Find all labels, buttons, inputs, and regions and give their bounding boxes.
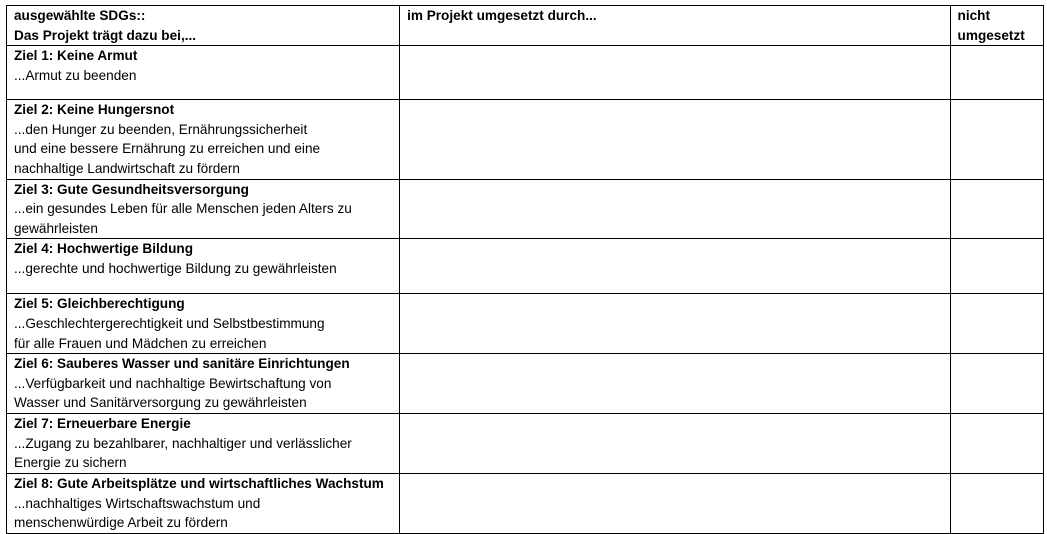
implemented-cell[interactable] [400,474,950,534]
goal-description-line: ...Armut zu beenden [14,67,137,83]
goal-description-line: Energie zu sichern [14,455,127,471]
goal-cell [7,179,400,239]
goal-cell [7,294,400,354]
goal-title: Ziel 8: Gute Arbeitsplätze und wirtschaftliches Wachstum [14,476,384,492]
table-row [7,239,1044,294]
implemented-cell[interactable] [400,179,950,239]
header-goal-cell [7,6,400,46]
header-not-implemented-line1: nicht [957,8,991,23]
header-goal-title: ausgewählte SDGs:: [14,8,146,23]
goal-cell [7,46,400,100]
implemented-cell[interactable] [400,46,950,100]
not-implemented-cell[interactable] [950,474,1043,534]
table-header-row [7,6,1044,46]
goal-title: Ziel 1: Keine Armut [14,48,138,64]
table-row [7,46,1044,100]
implemented-cell[interactable] [400,100,950,179]
goal-description-line: ...Zugang zu bezahlbarer, nachhaltiger und verlässlicher [14,435,352,451]
goal-title: Ziel 4: Hochwertige Bildung [14,241,193,257]
header-not-implemented-line2: umgesetzt [957,27,1025,43]
header-implemented-cell [400,6,950,46]
goal-cell [7,414,400,474]
goal-description-line: ...gerechte und hochwertige Bildung zu gewährleisten [14,260,337,276]
not-implemented-cell[interactable] [950,179,1043,239]
not-implemented-cell[interactable] [950,46,1043,100]
not-implemented-cell[interactable] [950,294,1043,354]
goal-title: Ziel 3: Gute Gesundheitsversorgung [14,181,249,197]
goal-description-line: ...ein gesundes Leben für alle Menschen jeden Alters zu [14,201,352,217]
not-implemented-cell[interactable] [950,100,1043,179]
goal-cell [7,100,400,179]
header-goal-subtitle: Das Projekt trägt dazu bei,... [14,27,197,43]
sdg-table [6,5,1044,534]
table-row [7,354,1044,414]
goal-title: Ziel 6: Sauberes Wasser und sanitäre Einrichtungen [14,356,350,372]
goal-description-line: menschenwürdige Arbeit zu fördern [14,515,228,531]
goal-title: Ziel 5: Gleichberechtigung [14,296,185,312]
goal-cell [7,474,400,534]
implemented-cell[interactable] [400,294,950,354]
not-implemented-cell[interactable] [950,414,1043,474]
table-row [7,179,1044,239]
goal-title: Ziel 2: Keine Hungersnot [14,102,175,118]
goal-description-line: und eine bessere Ernährung zu erreichen und eine [14,141,321,157]
goal-title: Ziel 7: Erneuerbare Energie [14,416,191,432]
goal-description-line: ...nachhaltiges Wirtschaftswachstum und [14,495,261,511]
goal-cell [7,239,400,294]
goal-description-line: ...Verfügbarkeit und nachhaltige Bewirtschaftung von [14,375,332,391]
header-implemented-label: im Projekt umgesetzt durch... [407,8,597,23]
table-row [7,100,1044,179]
implemented-cell[interactable] [400,239,950,294]
header-not-implemented-cell [950,6,1043,46]
table-row [7,294,1044,354]
not-implemented-cell[interactable] [950,354,1043,414]
goal-description-line: nachhaltige Landwirtschaft zu fördern [14,160,240,176]
goal-description-line: ...Geschlechtergerechtigkeit und Selbstbestimmung [14,315,325,331]
goal-description-line: Wasser und Sanitärversorgung zu gewährleisten [14,395,307,411]
implemented-cell[interactable] [400,354,950,414]
not-implemented-cell[interactable] [950,239,1043,294]
goal-description-line: gewährleisten [14,220,98,236]
table-row [7,414,1044,474]
goal-description-line: für alle Frauen und Mädchen zu erreichen [14,335,267,351]
goal-cell [7,354,400,414]
table-row [7,474,1044,534]
implemented-cell[interactable] [400,414,950,474]
goal-description-line: ...den Hunger zu beenden, Ernährungssicherheit [14,121,308,137]
